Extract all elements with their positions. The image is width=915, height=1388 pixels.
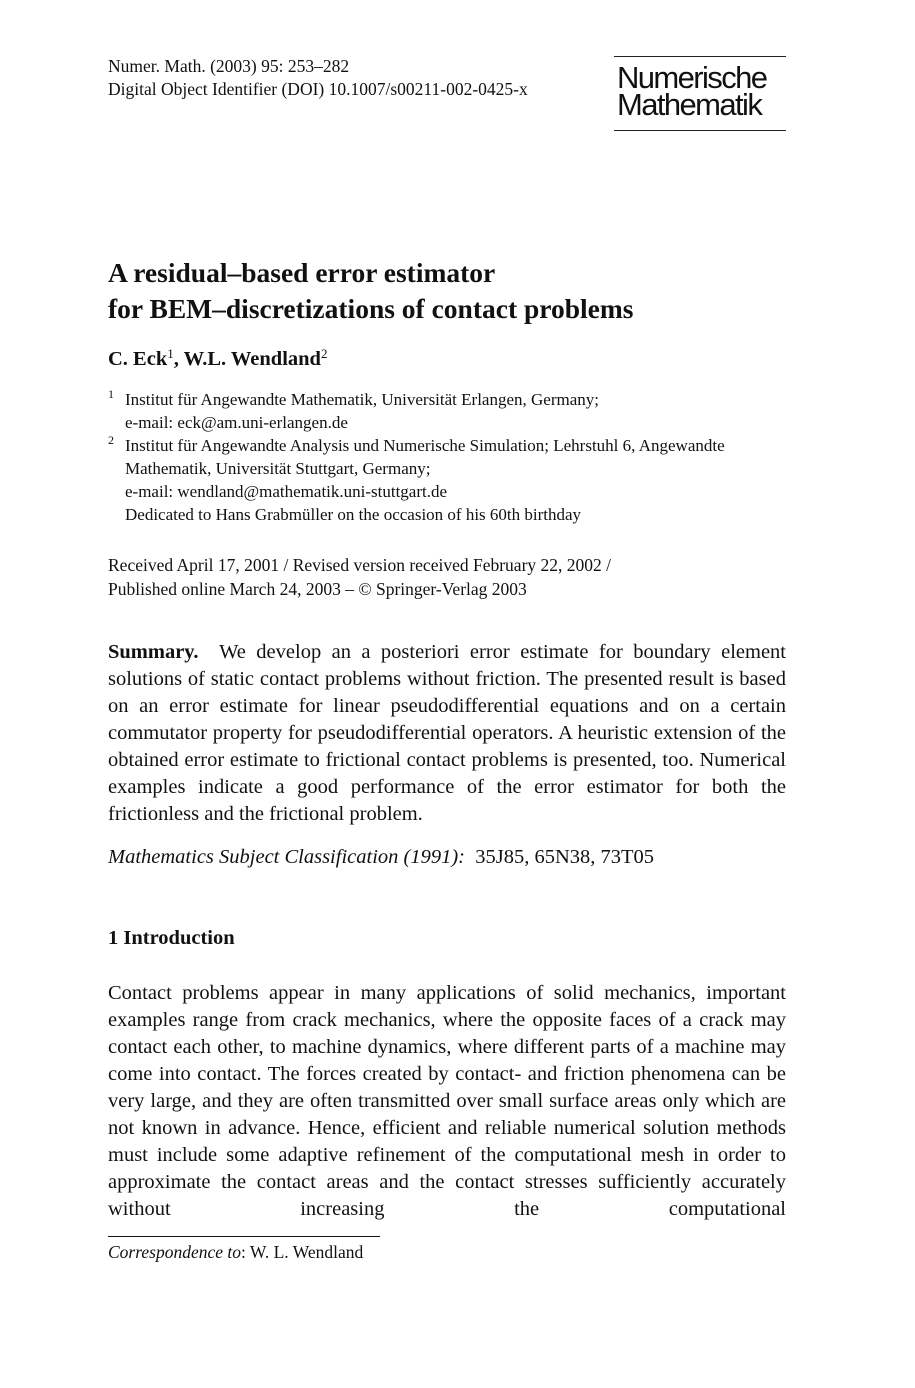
classification-label: Mathematics Subject Classification (1991): bbox=[108, 846, 465, 868]
affiliation-2 bbox=[108, 434, 798, 457]
publication-dates bbox=[108, 553, 611, 601]
author-separator: , bbox=[173, 348, 184, 370]
affiliation-1-email: e-mail: eck@am.uni-erlangen.de bbox=[125, 413, 348, 432]
journal-logo bbox=[614, 56, 786, 131]
paper-title bbox=[108, 255, 634, 327]
summary-text: We develop an a posteriori error estimate for boundary element solutions of static contact problems without friction. The presented result is based on an error estimate for linear pseudodifferential equations and on a certain commutator property for pseudodifferential operators. A heuristic extension of the obtained error estimate to frictional contact problems is presented, too. Numerical examples indicate a good performance of the error estimator for both the frictionless and the frictional problem. bbox=[108, 641, 786, 825]
author-2-mark: 2 bbox=[320, 346, 328, 361]
affiliations bbox=[108, 388, 798, 526]
title-line-1: A residual–based error estimator bbox=[108, 257, 496, 288]
correspondence-footnote bbox=[108, 1240, 363, 1264]
doi-line: Digital Object Identifier (DOI) 10.1007/s00211-002-0425-x bbox=[108, 79, 528, 99]
affiliation-1-mark: 1 bbox=[108, 387, 114, 401]
title-line-2: for BEM–discretizations of contact problems bbox=[108, 293, 634, 324]
author-1: C. Eck bbox=[108, 348, 168, 370]
affiliation-1 bbox=[108, 388, 798, 411]
summary-label: Summary. bbox=[108, 641, 199, 663]
dedication: Dedicated to Hans Grabmüller on the occasion of his 60th birthday bbox=[125, 505, 582, 524]
correspondence-label: Correspondence to bbox=[108, 1242, 242, 1262]
dates-line-2: Published online March 24, 2003 – © Springer-Verlag 2003 bbox=[108, 579, 527, 599]
author-list bbox=[108, 345, 327, 373]
section-heading: 1 Introduction bbox=[108, 927, 235, 949]
logo-line-2: Mathematik bbox=[617, 87, 762, 122]
journal-citation: Numer. Math. (2003) 95: 253–282 bbox=[108, 56, 350, 76]
affiliation-2-line-1: Institut für Angewandte Analysis und Numerische Simulation; Lehrstuhl 6, Angewandte bbox=[125, 436, 725, 455]
summary bbox=[108, 639, 786, 828]
affiliation-2-line-2: Mathematik, Universität Stuttgart, Germany; bbox=[125, 459, 431, 478]
affiliation-2-email: e-mail: wendland@mathematik.uni-stuttgart.de bbox=[125, 482, 448, 501]
introduction-paragraph: Contact problems appear in many applications of solid mechanics, important examples range from crack mechanics, where the opposite faces of a crack may contact each other, to machine dynamics, where different parts of a machine may come into contact. The forces created by contact- and friction phenomena can be very large, and they are often transmitted over small surface areas only which are not known in advance. Hence, efficient and reliable numerical solution methods must include some adaptive refinement of the computational mesh in order to approximate the contact areas and the contact stresses sufficiently accurately without increasing the computational bbox=[108, 982, 786, 1220]
subject-classification bbox=[108, 844, 654, 871]
classification-codes: 35J85, 65N38, 73T05 bbox=[475, 846, 655, 868]
logo-line-1: Numerische bbox=[617, 60, 767, 95]
correspondence-name: : W. L. Wendland bbox=[241, 1242, 364, 1262]
dates-line-1: Received April 17, 2001 / Revised version received February 22, 2002 / bbox=[108, 555, 612, 575]
footnote-rule bbox=[108, 1236, 380, 1237]
affiliation-2-mark: 2 bbox=[108, 433, 114, 447]
author-1-mark: 1 bbox=[167, 346, 174, 361]
affiliation-1-line-1: Institut für Angewandte Mathematik, Universität Erlangen, Germany; bbox=[125, 390, 599, 409]
author-2: W.L. Wendland bbox=[183, 348, 321, 370]
